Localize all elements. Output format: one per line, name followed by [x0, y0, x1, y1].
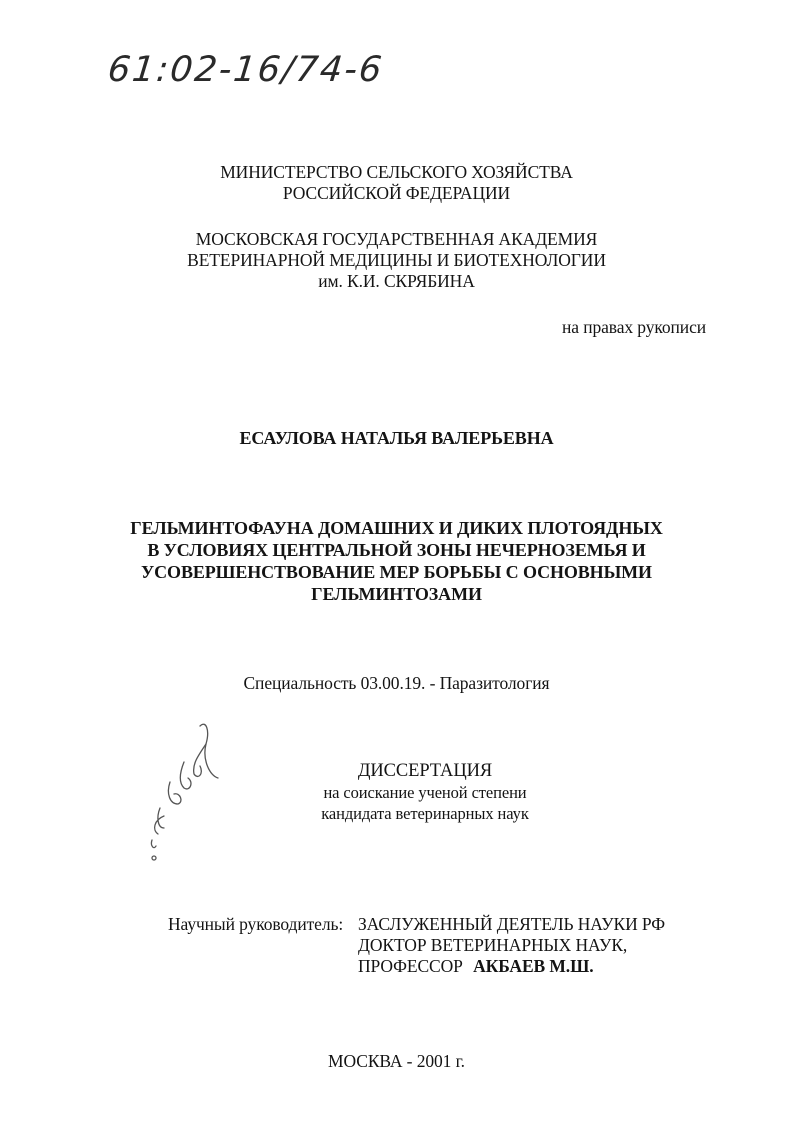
supervisor-line: ЗАСЛУЖЕННЫЙ ДЕЯТЕЛЬ НАУКИ РФ: [358, 914, 665, 934]
title-line: ГЕЛЬМИНТОЗАМИ: [311, 584, 482, 604]
degree-line: кандидата ветеринарных наук: [321, 804, 529, 823]
handwritten-signature: [140, 716, 230, 866]
title-line: УСОВЕРШЕНСТВОВАНИЕ МЕР БОРЬБЫ С ОСНОВНЫМИ: [141, 562, 652, 582]
city-year: МОСКВА - 2001 г.: [328, 1051, 465, 1071]
dissertation-heading: ДИССЕРТАЦИЯ: [357, 761, 493, 781]
manuscript-note: на правах рукописи: [561, 317, 706, 337]
academy-line: им. К.И. СКРЯБИНА: [318, 271, 475, 291]
author-name: ЕСАУЛОВА НАТАЛЬЯ ВАЛЕРЬЕВНА: [239, 428, 554, 448]
supervisor-block: [358, 914, 665, 977]
dissertation-block: [305, 760, 545, 824]
supervisor-name: АКБАЕВ М.Ш.: [473, 956, 594, 976]
ministry-line: МИНИСТЕРСТВО СЕЛЬСКОГО ХОЗЯЙСТВА: [220, 162, 573, 182]
degree-line: на соискание ученой степени: [323, 783, 527, 802]
supervisor-label: Научный руководитель:: [168, 914, 344, 934]
handwritten-code: 61:02-16/74-6: [105, 50, 386, 90]
dissertation-title: [0, 517, 793, 605]
ministry-line: РОССИЙСКОЙ ФЕДЕРАЦИИ: [282, 183, 511, 203]
academy-line: ВЕТЕРИНАРНОЙ МЕДИЦИНЫ И БИОТЕХНОЛОГИИ: [187, 250, 606, 270]
supervisor-line: ДОКТОР ВЕТЕРИНАРНЫХ НАУК,: [358, 935, 628, 955]
ministry-block: [0, 162, 793, 204]
title-line: ГЕЛЬМИНТОФАУНА ДОМАШНИХ И ДИКИХ ПЛОТОЯДНЫХ: [130, 518, 663, 538]
supervisor-title: ПРОФЕССОР: [358, 956, 463, 976]
academy-line: МОСКОВСКАЯ ГОСУДАРСТВЕННАЯ АКАДЕМИЯ: [195, 229, 598, 249]
academy-block: [0, 229, 793, 292]
supervisor-line: [358, 956, 665, 977]
title-line: В УСЛОВИЯХ ЦЕНТРАЛЬНОЙ ЗОНЫ НЕЧЕРНОЗЕМЬЯ И: [147, 540, 646, 560]
specialty: Специальность 03.00.19. - Паразитология: [243, 673, 550, 693]
